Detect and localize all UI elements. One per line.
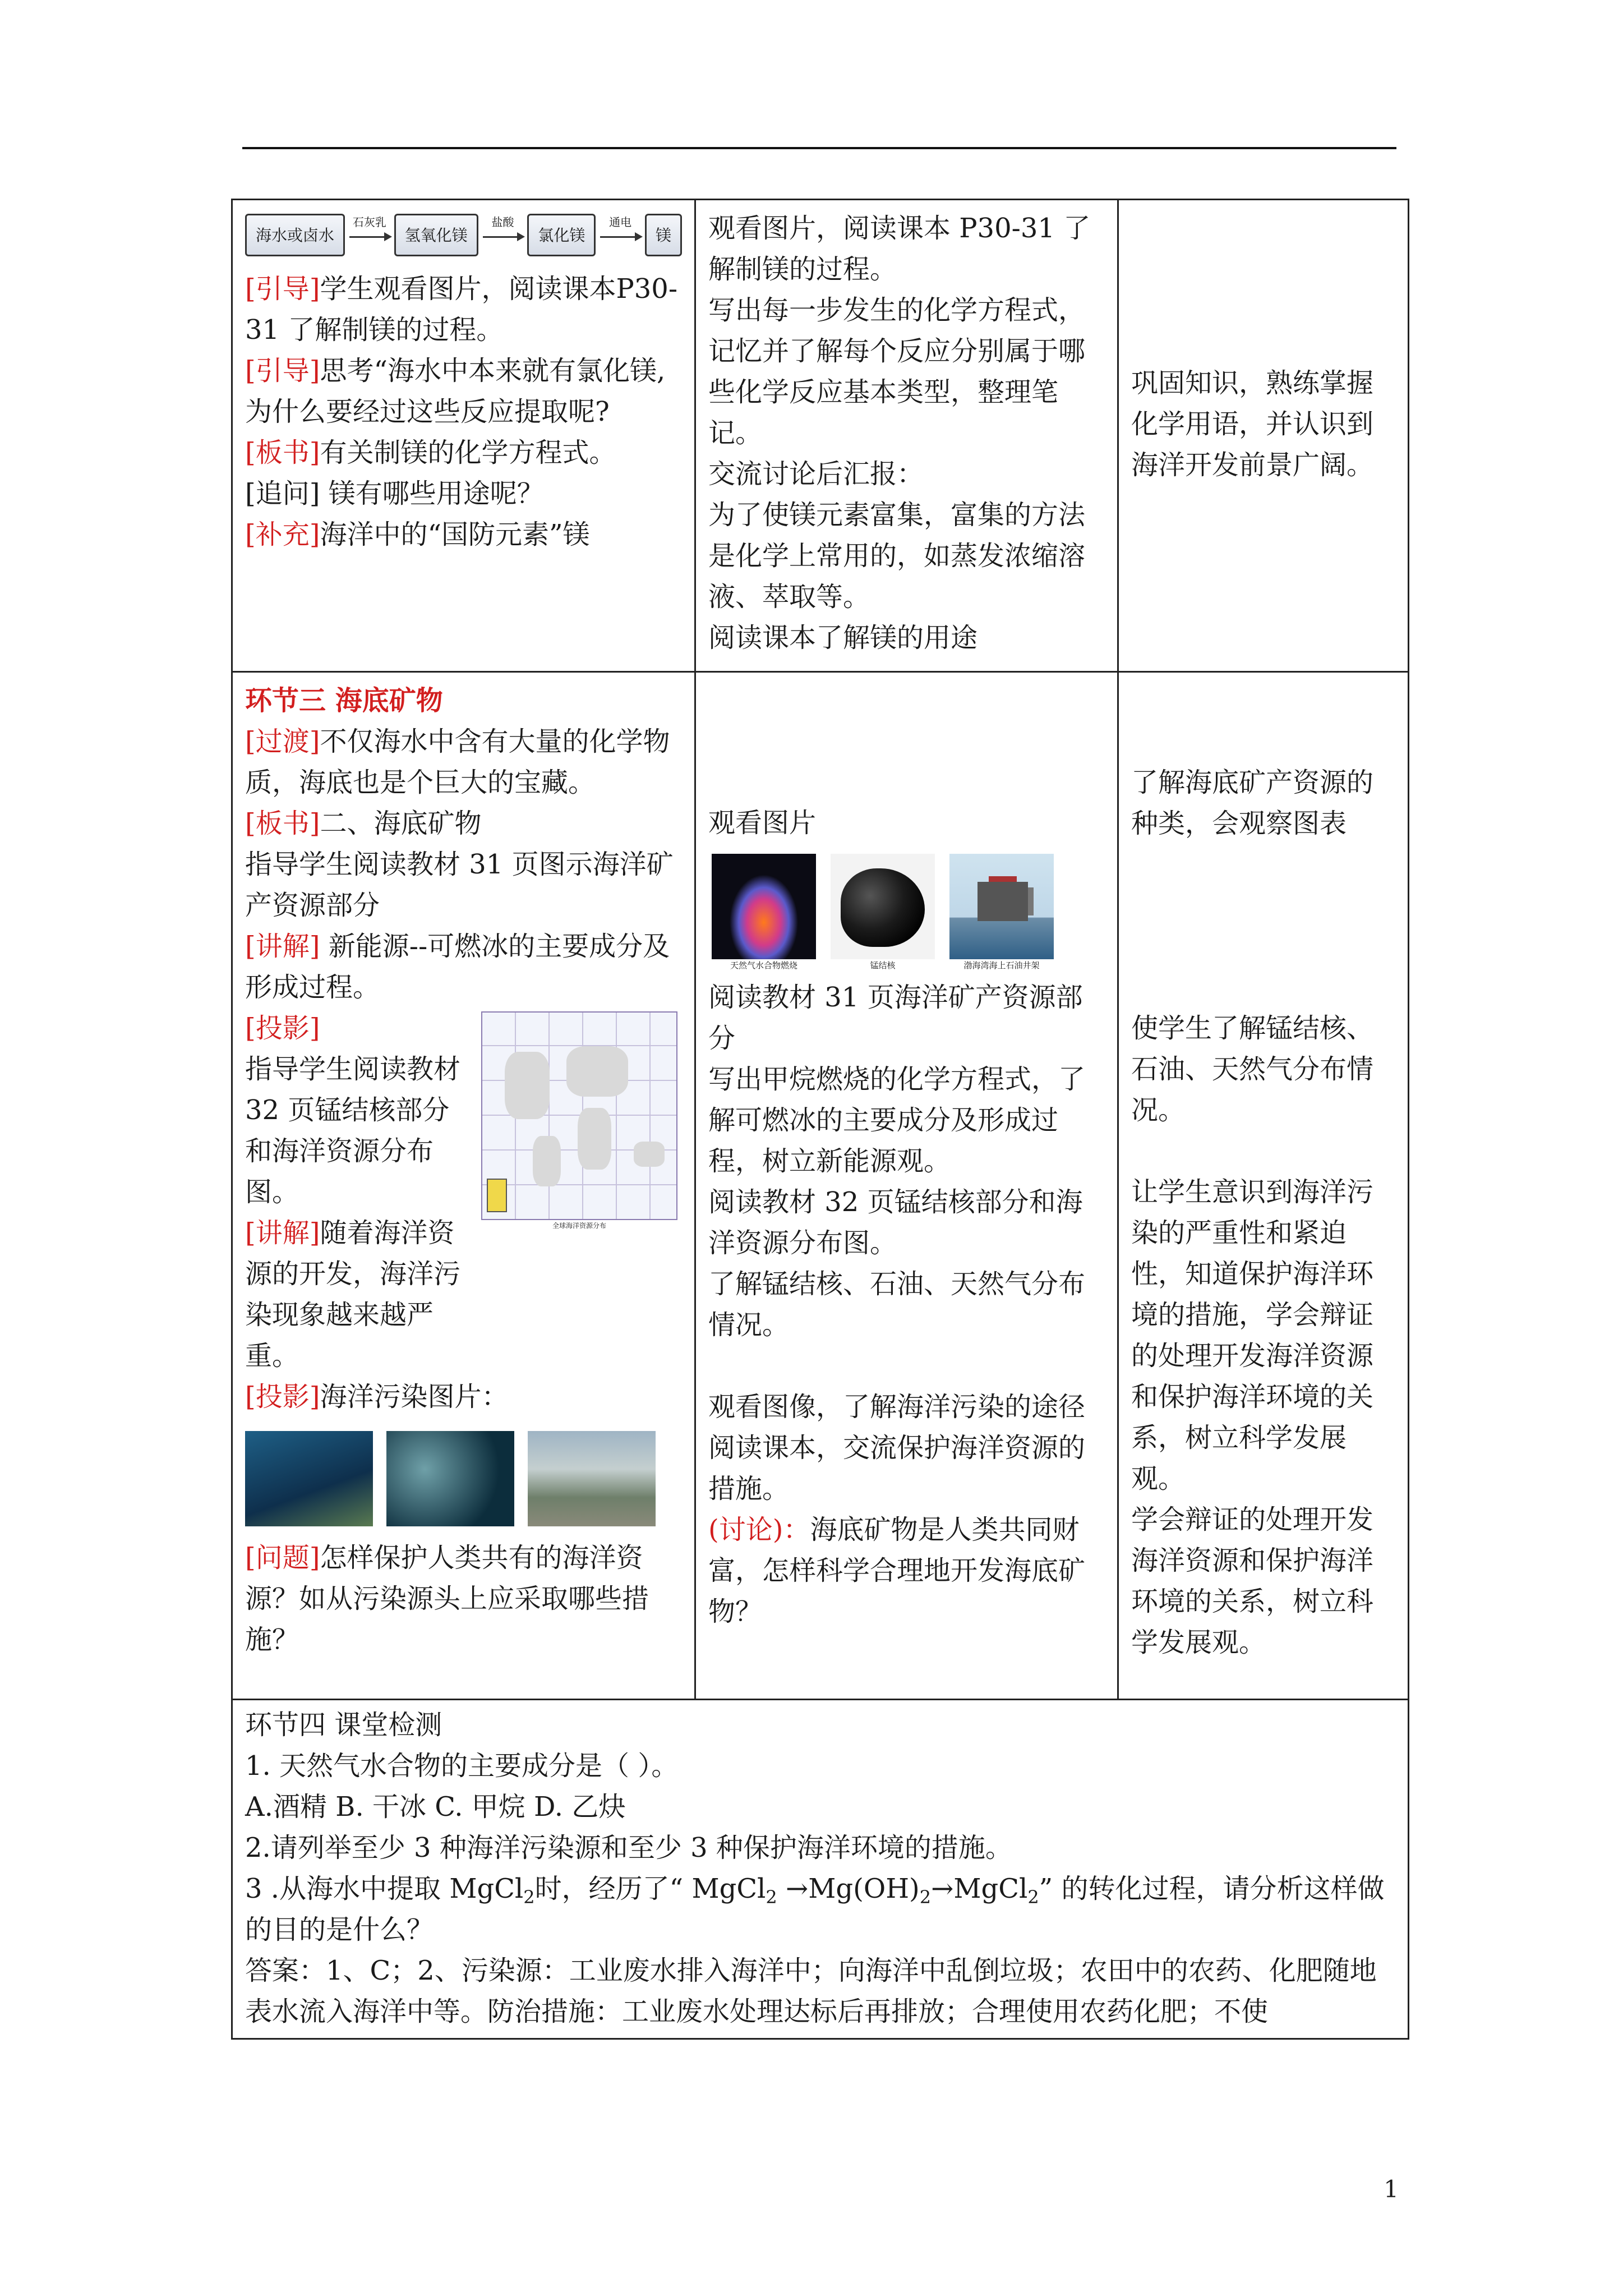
question-paragraph: [追问] 镁有哪些用途呢？ xyxy=(245,478,544,509)
flow-arrow: 盐酸 xyxy=(478,214,528,256)
text-block: 写出每一步发生的化学方程式，记忆并了解每个反应分别属于哪些化学反应基本类型，整理笔记。 xyxy=(708,295,1086,449)
flow-box-mg-chloride: 氯化镁 xyxy=(527,214,596,256)
flow-arrow: 通电 xyxy=(596,214,645,256)
text-block: [讲解]随着海洋资源的开发，海洋污染现象越来越严重。 xyxy=(245,1217,461,1372)
text-block: 学会辩证的处理开发海洋资源和保护海洋环境的关系，树立科学发展观。 xyxy=(1131,1504,1374,1658)
flow-box-magnesium: 镁 xyxy=(645,214,682,256)
flow-arrow: 石灰乳 xyxy=(345,214,394,256)
text-block: 阅读教材 32 页锰结核部分和海洋资源分布图。 xyxy=(708,1186,1083,1259)
flow-box-mg-hydroxide: 氢氧化镁 xyxy=(394,214,478,256)
pollution-photo xyxy=(245,1431,373,1526)
pollution-photos xyxy=(245,1431,682,1526)
question-3: 3 .从海水中提取 MgCl$_2$时，经历了“ MgCl$_2$ $\to Mg(OH)_2\to MgCl_2$” 的转化过程，请分析这样做的目的是什么？ xyxy=(245,1873,1385,1945)
text-block: 阅读教材 31 页海洋矿产资源部分 xyxy=(708,982,1083,1054)
tag: [投影] xyxy=(245,1013,320,1044)
magnesium-flow-diagram xyxy=(245,210,682,260)
guide-paragraph: [引导]思考“海水中本来就有氯化镁,为什么要经过这些反应提取呢? xyxy=(245,355,666,427)
text-block: [讲解] 新能源--可燃冰的主要成分及形成过程。 xyxy=(245,931,670,1003)
mineral-photos xyxy=(712,854,1105,972)
lesson-plan-table xyxy=(231,199,1409,2040)
photo-gas-hydrate: 天然气水合物燃烧 xyxy=(712,854,816,972)
text-block: 观看图片 xyxy=(708,807,817,839)
text-block: 为了使镁元素富集，富集的方法是化学上常用的，如蒸发浓缩溶液、萃取等。 xyxy=(708,499,1086,613)
pollution-photo xyxy=(386,1431,514,1526)
student-activity-cell xyxy=(695,672,1118,1700)
section-title: 环节四 课堂检测 xyxy=(245,1709,442,1741)
question-1: 1. 天然气水合物的主要成分是（ ）。 xyxy=(245,1750,679,1782)
text-block: 写出甲烷燃烧的化学方程式，了解可燃冰的主要成分及形成过程，树立新能源观。 xyxy=(708,1064,1086,1177)
text-block: (讨论)：海底矿物是人类共同财富，怎样科学合理地开发海底矿物？ xyxy=(708,1514,1086,1627)
board-paragraph: [板书]有关制镁的化学方程式。 xyxy=(245,437,616,468)
text-block: 观看图像，了解海洋污染的途径阅读课本，交流保护海洋资源的措施。 xyxy=(708,1391,1086,1504)
text-block: 了解锰结核、石油、天然气分布情况。 xyxy=(708,1268,1086,1341)
pollution-photo xyxy=(528,1431,656,1526)
text-block: 了解海底矿产资源的种类，会观察图表 xyxy=(1131,767,1374,839)
header-rule xyxy=(242,147,1396,149)
text-block: 指导学生阅读教材 31 页图示海洋矿产资源部分 xyxy=(245,849,674,921)
text-block: [投影]海洋污染图片： xyxy=(245,1381,509,1412)
text-block: 使学生了解锰结核、石油、天然气分布情况。 xyxy=(1131,1013,1374,1126)
text-block: 让学生意识到海洋污染的严重性和紧迫性，知道保护海洋环境的措施，学会辩证的处理开发海洋资源和保护海洋环境的关系，树立科学发展观。 xyxy=(1131,1176,1374,1494)
student-activity-cell xyxy=(695,200,1118,672)
text-block: 巩固知识，熟练掌握化学用语，并认识到海洋开发前景广阔。 xyxy=(1131,367,1374,481)
text-block: [板书]二、海底矿物 xyxy=(245,808,482,839)
question-2: 2.请列举至少 3 种海洋污染源和至少 3 种保护海洋环境的措施。 xyxy=(245,1832,1012,1864)
question-1-options: A.酒精 B. 干冰 C. 甲烷 D. 乙炔 xyxy=(245,1791,626,1823)
design-intent-cell xyxy=(1118,200,1409,672)
text-block: 指导学生阅读教材 32 页锰结核部分和海洋资源分布图。 xyxy=(245,1053,461,1208)
design-intent-cell xyxy=(1118,672,1409,1700)
table-row xyxy=(232,200,1409,672)
text-block: 交流讨论后汇报： xyxy=(708,458,924,490)
table-row xyxy=(232,1700,1409,2039)
flow-box-seawater: 海水或卤水 xyxy=(245,214,345,256)
section-title: 环节三 海底矿物 xyxy=(245,685,443,716)
text-block: 阅读课本了解镁的用途 xyxy=(708,622,978,654)
classroom-test-cell xyxy=(232,1700,1409,2039)
world-map-image xyxy=(481,1011,677,1220)
projection-block xyxy=(245,1008,682,1377)
text-block: 观看图片，阅读课本 P30-31 了解制镁的过程。 xyxy=(708,213,1091,285)
answer-text: 答案：1、C；2、污染源：工业废水排入海洋中；向海洋中乱倒垃圾；农田中的农药、化肥随地表水流入海洋中等。防治措施：工业废水处理达标后再排放；合理使用农药化肥；不使 xyxy=(245,1955,1377,2027)
teacher-activity-cell xyxy=(232,672,695,1700)
photo-oil-rig: 渤海湾海上石油井架 xyxy=(949,854,1054,972)
teacher-activity-cell xyxy=(232,200,695,672)
table-row xyxy=(232,672,1409,1700)
text-block: [问题]怎样保护人类共有的海洋资源？如从污染源头上应采取哪些措施？ xyxy=(245,1542,649,1655)
supplement-paragraph: [补充]海洋中的“国防元素”镁 xyxy=(245,519,590,550)
map-caption: 全球海洋资源分布 xyxy=(552,1222,606,1230)
photo-manganese-nodule: 锰结核 xyxy=(831,854,935,972)
ocean-resources-map xyxy=(481,1011,677,1236)
guide-paragraph: [引导]学生观看图片，阅读课本P30-31 了解制镁的过程。 xyxy=(245,273,678,346)
text-block: [过渡]不仅海水中含有大量的化学物质，海底也是个巨大的宝藏。 xyxy=(245,726,670,798)
page-number: 1 xyxy=(1384,2175,1399,2203)
